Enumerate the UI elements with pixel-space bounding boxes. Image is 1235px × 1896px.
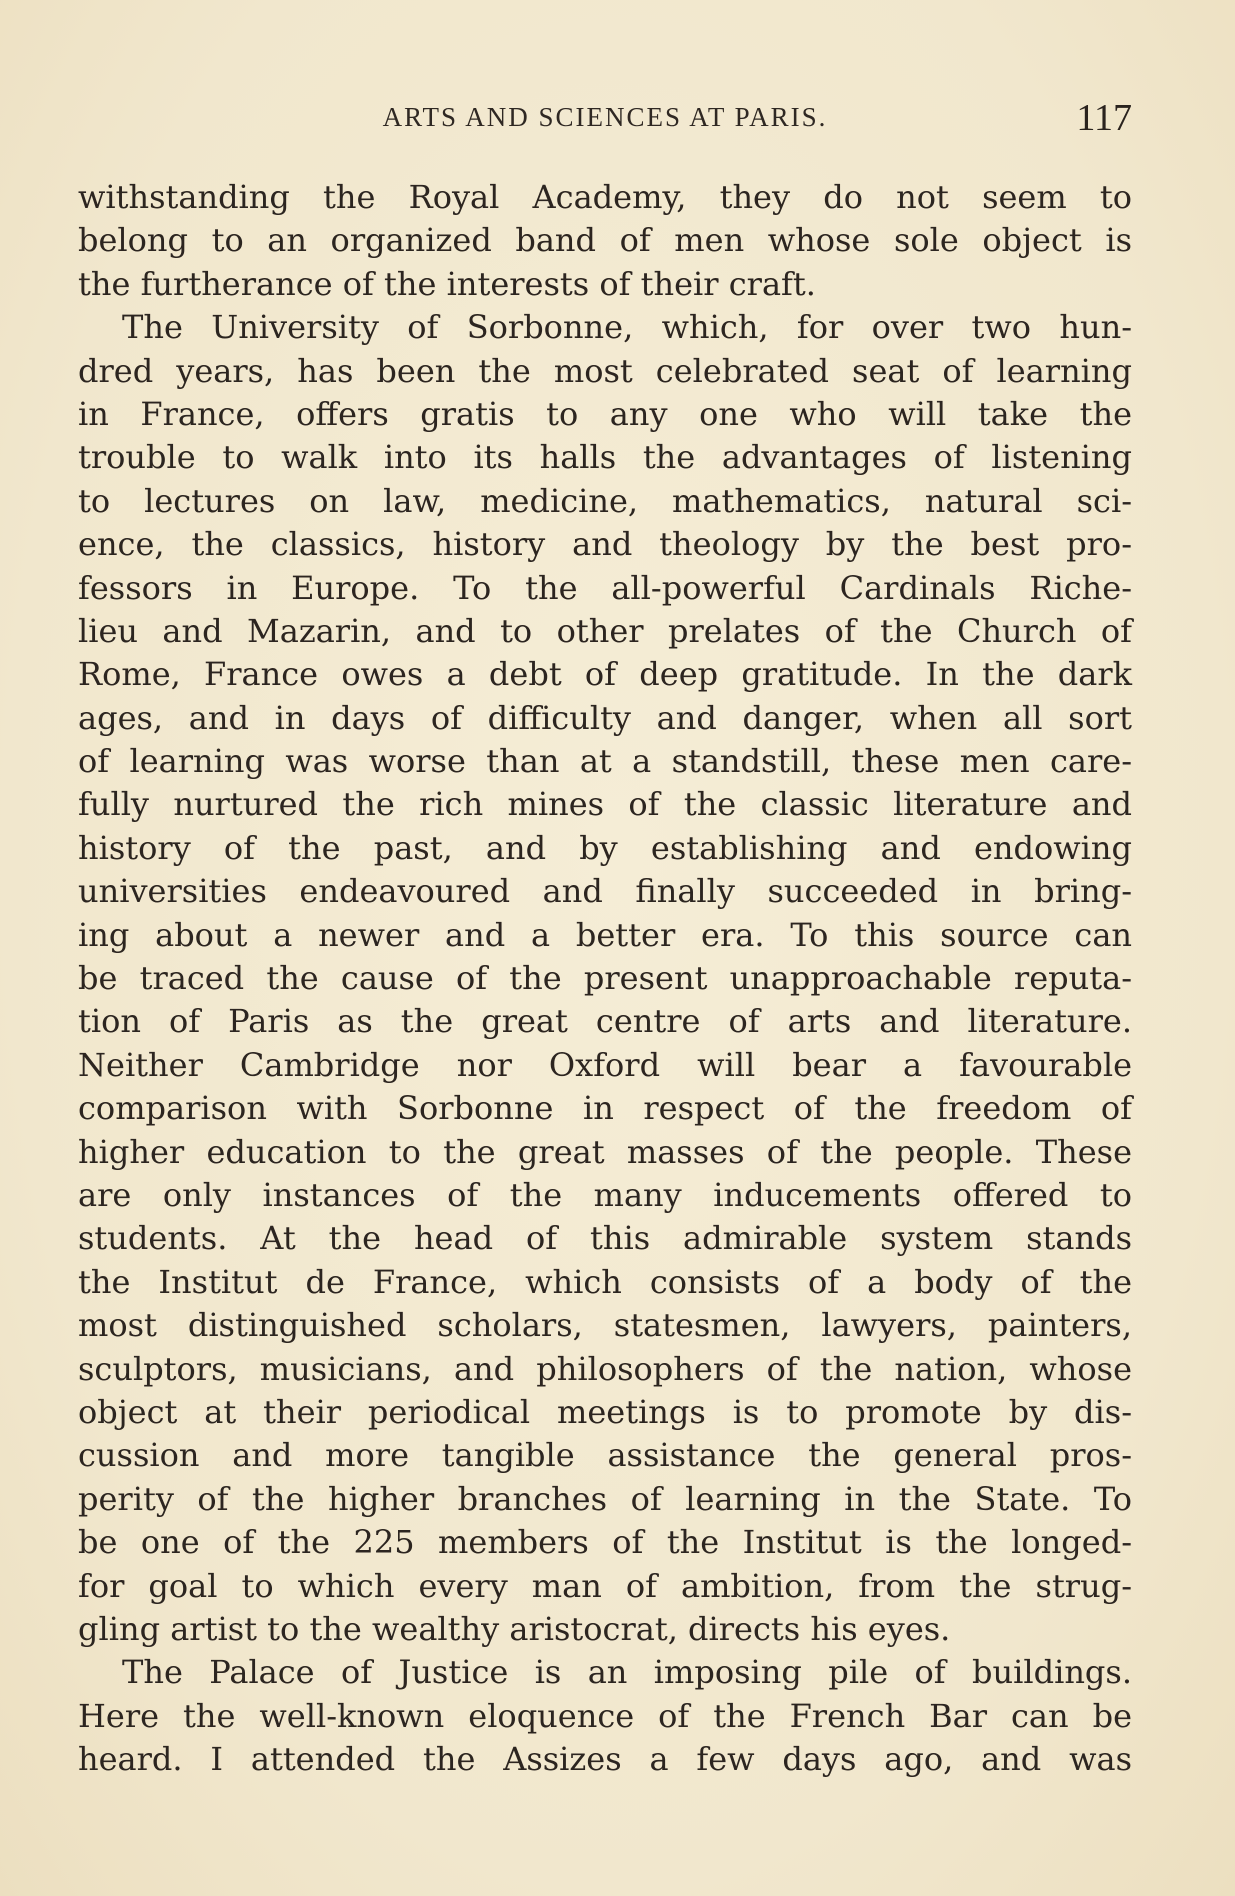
text-line: tion of Paris as the great centre of arts and literature. xyxy=(78,1002,1132,1041)
text-line: Here the well-known eloquence of the French Bar can be xyxy=(78,1696,1132,1735)
text-line: sculptors, musicians, and philosophers of the nation, whose xyxy=(78,1349,1132,1388)
text-line: ages, and in days of difficulty and danger, when all sort xyxy=(78,698,1132,737)
text-line: perity of the higher branches of learning in the State. To xyxy=(78,1479,1132,1518)
text-line: Neither Cambridge nor Oxford will bear a favourable xyxy=(78,1045,1132,1084)
text-line: universities endeavoured and finally succeeded in bring- xyxy=(78,872,1132,911)
body-text xyxy=(78,176,1132,1781)
text-line: higher education to the great masses of the people. These xyxy=(78,1132,1132,1171)
text-line: lieu and Mazarin, and to other prelates of the Church of xyxy=(78,611,1132,650)
text-line: ence, the classics, history and theology by the best pro- xyxy=(78,525,1132,564)
text-line: to lectures on law, medicine, mathematics, natural sci- xyxy=(78,481,1132,520)
text-line: dred years, has been the most celebrated seat of learning xyxy=(78,351,1132,390)
text-line: most distinguished scholars, statesmen, lawyers, painters, xyxy=(78,1306,1132,1345)
text-line: fessors in Europe. To the all-powerful Cardinals Riche- xyxy=(78,568,1132,607)
text-line: be traced the cause of the present unapproachable reputa- xyxy=(78,959,1132,998)
text-line: fully nurtured the rich mines of the classic literature and xyxy=(78,785,1132,824)
text-line: for goal to which every man of ambition, from the strug- xyxy=(78,1566,1132,1605)
text-line: comparison with Sorbonne in respect of the freedom of xyxy=(78,1089,1132,1128)
text-line: cussion and more tangible assistance the general pros- xyxy=(78,1436,1132,1475)
text-line: trouble to walk into its halls the advantages of listening xyxy=(78,438,1132,477)
text-line: Rome, France owes a debt of deep gratitude. In the dark xyxy=(78,655,1132,694)
text-line: in France, offers gratis to any one who will take the xyxy=(78,394,1132,433)
text-line: the furtherance of the interests of their craft. xyxy=(78,264,816,303)
text-line: withstanding the Royal Academy, they do not seem to xyxy=(78,178,1132,216)
text-line: The Palace of Justice is an imposing pile of buildings. xyxy=(122,1653,1132,1692)
text-line: students. At the head of this admirable system stands xyxy=(78,1219,1132,1258)
text-line: heard. I attended the Assizes a few days ago, and was xyxy=(78,1740,1132,1779)
text-line: the Institut de France, which consists of a body of the xyxy=(78,1262,1132,1301)
text-line: object at their periodical meetings is to promote by dis- xyxy=(78,1392,1132,1431)
text-line: ing about a newer and a better era. To this source can xyxy=(78,915,1132,954)
text-line: be one of the 225 members of the Institut is the longed- xyxy=(78,1523,1132,1562)
text-line: gling artist to the wealthy aristocrat, directs his eyes. xyxy=(78,1609,951,1648)
text-line: of learning was worse than at a standstill, these men care- xyxy=(78,742,1132,781)
text-line: belong to an organized band of men whose sole object is xyxy=(78,221,1132,260)
text-line: history of the past, and by establishing and endowing xyxy=(78,828,1132,867)
running-title: ARTS AND SCIENCES AT PARIS. xyxy=(382,102,828,132)
text-line: are only instances of the many inducements offered to xyxy=(78,1175,1132,1214)
text-line: The University of Sorbonne, which, for over two hun- xyxy=(122,308,1132,347)
running-head xyxy=(78,98,1132,138)
page-number: 117 xyxy=(1076,97,1132,139)
